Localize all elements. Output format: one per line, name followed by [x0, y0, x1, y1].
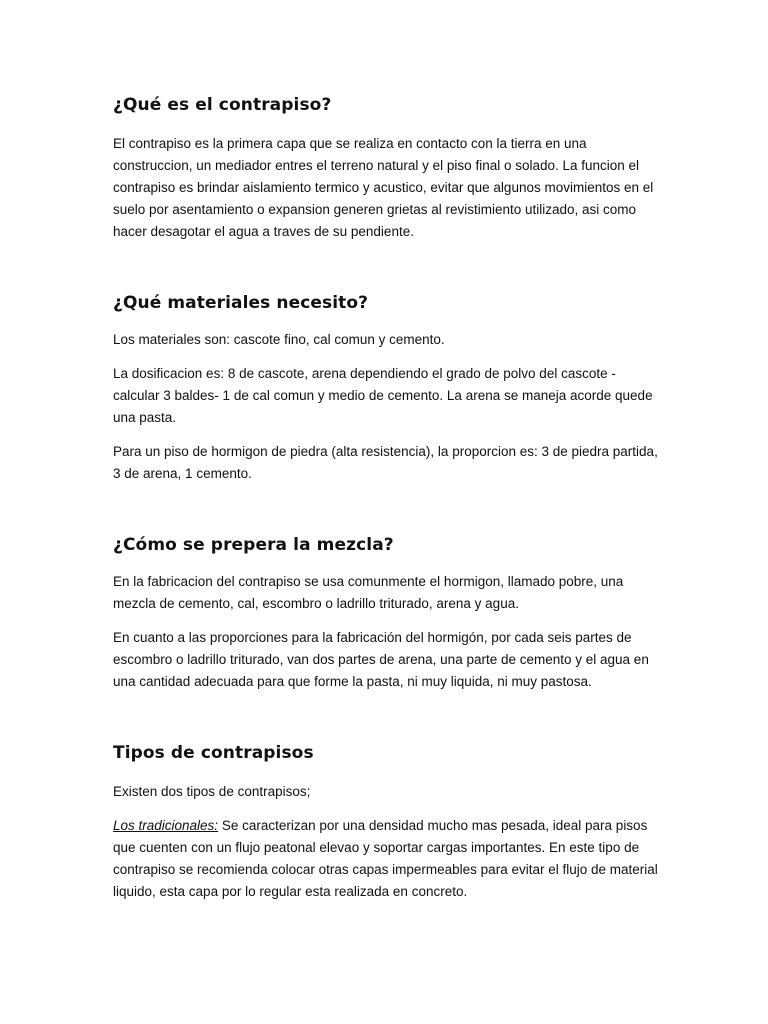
section-heading-mezcla: ¿Cómo se prepera la mezcla?: [113, 535, 394, 555]
document-content: [113, 93, 658, 903]
paragraph-materiales: Los materiales son: cascote fino, cal comun y cemento.: [113, 332, 445, 347]
paragraph-hormigon-piedra: Para un piso de hormigon de piedra (alta resistencia), la proporcion es: 3 de piedra partida, 3 de arena, 1 cemento.: [113, 444, 658, 481]
tradicionales-label: Los tradicionales:: [113, 818, 219, 833]
paragraph-fabricacion: En la fabricacion del contrapiso se usa comunmente el hormigon, llamado pobre, una mezcla de cemento, cal, escombro o ladrillo triturado, arena y agua.: [113, 574, 624, 611]
paragraph-definicion: El contrapiso es la primera capa que se realiza en contacto con la tierra en una construccion, un mediador entres el terreno natural y el piso final o solado. La funcion el contrapiso es brindar aislamiento termico y acustico, evitar que algunos movimientos en el suelo por asentamiento o expansion generen grietas al revistimiento utilizado, asi como hacer desagotar el agua a traves de su pendiente.: [113, 136, 654, 239]
section-heading-tipos: Tipos de contrapisos: [113, 743, 314, 763]
section-heading-que-es: ¿Qué es el contrapiso?: [113, 95, 332, 115]
tradicionales-text: Se caracterizan por una densidad mucho mas pesada, ideal para pisos que cuenten con un flujo peatonal elevao y soportar cargas importantes. En este tipo de contrapiso se recomienda colocar otras capas impermeables para evitar el flujo de material liquido, esta capa por lo regular esta realizada en concreto.: [113, 818, 658, 899]
section-heading-materiales: ¿Qué materiales necesito?: [113, 293, 369, 313]
paragraph-tipos-intro: Existen dos tipos de contrapisos;: [113, 784, 311, 799]
paragraph-dosificacion: La dosificacion es: 8 de cascote, arena dependiendo el grado de polvo del cascote -calcular 3 baldes- 1 de cal comun y medio de cemento. La arena se maneja acorde quede una pasta.: [113, 366, 653, 425]
paragraph-proporciones: En cuanto a las proporciones para la fabricación del hormigón, por cada seis partes de escombro o ladrillo triturado, van dos partes de arena, una parte de cemento y el agua en una cantidad adecuada para que forme la pasta, ni muy liquida, ni muy pastosa.: [113, 630, 649, 689]
paragraph-tradicionales: [113, 815, 658, 903]
